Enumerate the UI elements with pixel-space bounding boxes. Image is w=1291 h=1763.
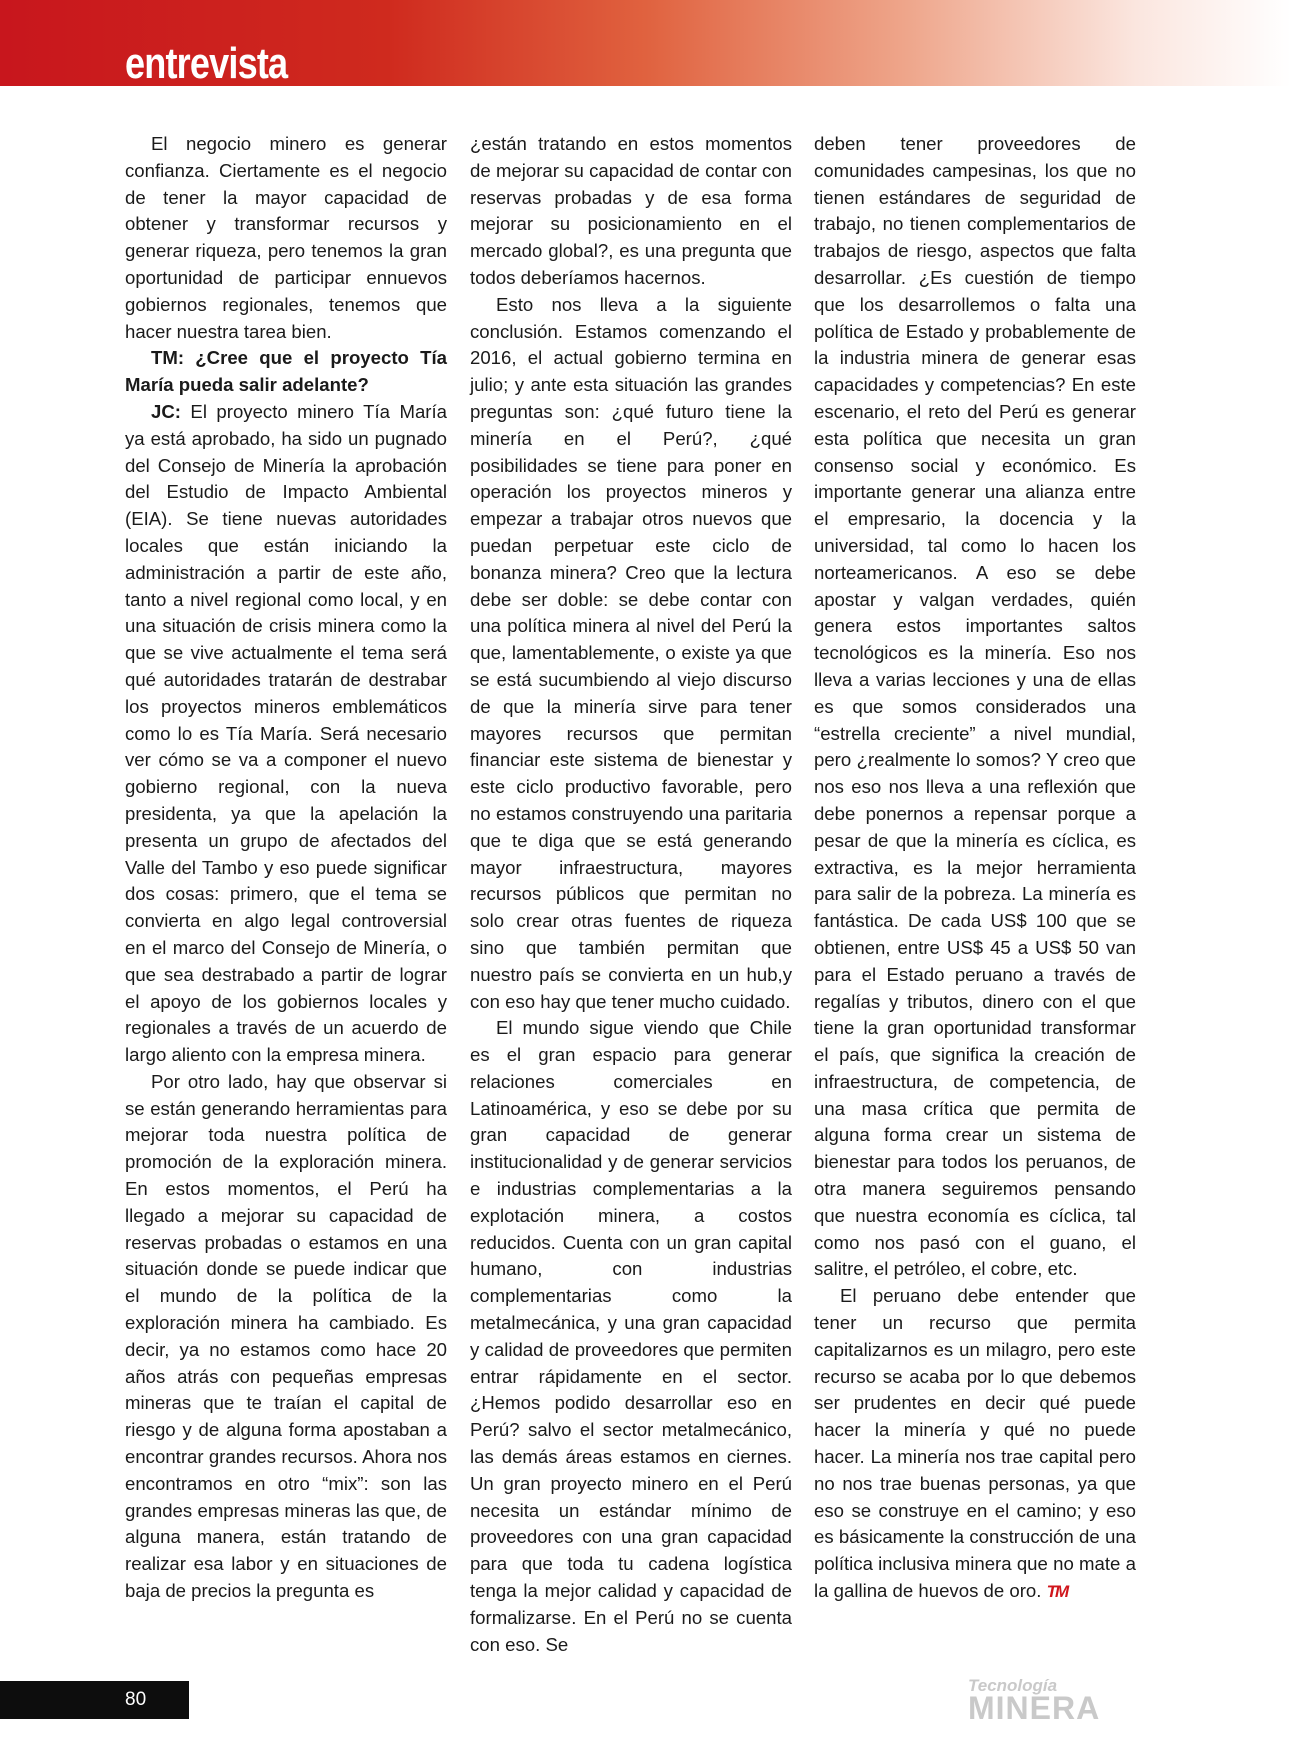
paragraph: El negocio minero es generar confianza. Ciertamente es el negocio de tener la mayor capacidad de obtener y transformar recursos y generar riqueza, pero tenemos la gran oportunidad de participar ennuevos gobiernos regionales, tenemos que hacer nuestra tarea bien. [125,133,447,342]
magazine-logo [968,1676,1138,1726]
interview-answer [125,399,447,1069]
paragraph: El mundo sigue viendo que Chile es el gran espacio para generar relaciones comerciales en Latinoamérica, y eso se debe por su gran capacidad de generar institucionalidad y de generar servicios e industrias complementarias a la explotación minera, a costos reducidos. Cuenta con un gran capital humano, con industrias complementarias como la metalmecánica, y una gran capacidad y calidad de proveedores que permiten entrar rápidamente en el sector. ¿Hemos podido desarrollar eso en Perú? salvo el sector metalmecánico, las demás áreas estamos en ciernes. Un gran proyecto minero en el Perú necesita un estándar mínimo de proveedores con una gran capacidad para que toda tu cadena logística tenga la mejor calidad y capacidad de formalizarse. En el Perú no se cuenta con eso. Se [470,1017,792,1655]
paragraph: deben tener proveedores de comunidades campesinas, los que no tienen estándares de seguridad de trabajo, no tienen complementarios de trabajos de riesgo, aspectos que falta desarrollar. ¿Es cuestión de tiempo que los desarrollemos o falta una política de Estado y probablemente de la industria minera de generar esas capacidades y competencias? En este escenario, el reto del Perú es generar esta política que necesita un gran consenso social y económico. Es importante generar una alianza entre el empresario, la docencia y la universidad, tal como lo hacen los norteamericanos. A eso se debe apostar y valgan verdades, quién genera estos importantes saltos tecnológicos es la minería. Eso nos lleva a varias lecciones y una de ellas es que somos considerados una “estrella creciente” a nivel mundial, pero ¿realmente lo somos? Y creo que nos eso nos lleva a una reflexión que debe ponernos a repensar porque a pesar de que la minería es cíclica, es extractiva, es la mejor herramienta para salir de la pobreza. La minería es fantástica. De cada US$ 100 que se obtienen, entre US$ 45 a US$ 50 van para el Estado peruano a través de regalías y tributos, dinero con el que tiene la gran oportunidad transformar el país, que significa la creación de infraestructura, de competencia, de una masa crítica que permita de alguna forma crear un sistema de bienestar para todos los peruanos, de otra manera seguiremos pensando que nuestra economía es cíclica, tal como nos pasó con el guano, el salitre, el petróleo, el cobre, etc. [814,133,1136,1280]
page-number-box [0,1681,189,1719]
text-column-1 [125,131,447,1605]
page-number: 80 [125,1689,147,1710]
section-title: entrevista [125,39,288,88]
logo-line-2: MINERA [968,1690,1101,1726]
paragraph: Esto nos lleva a la siguiente conclusión. Estamos comenzando el 2016, el actual gobierno termina en julio; y ante esta situación las grandes preguntas son: ¿qué futuro tiene la minería en el Perú?, ¿qué posibilidades se tiene para poner en operación los proyectos mineros y empezar a trabajar otros nuevos que puedan perpetuar este ciclo de bonanza minera? Creo que la lectura debe ser doble: se debe contar con una política minera al nivel del Perú la que, lamentablemente, o existe ya que se está sucumbiendo al viejo discurso de que la minería sirve para tener mayores recursos que permitan financiar este sistema de bienestar y este ciclo productivo favorable, pero no estamos construyendo una paritaria que te diga que se está generando mayor infraestructura, mayores recursos públicos que permitan no solo crear otras fuentes de riqueza sino que también permitan que nuestro país se convierta en un hub,y con eso hay que tener mucho cuidado. [470,293,792,1012]
paragraph: Por otro lado, hay que observar si se están generando herramientas para mejorar toda nuestra política de promoción de la exploración minera. En estos momentos, el Perú ha llegado a mejorar su capacidad de reservas probadas o estamos en una situación donde se puede indicar que el mundo de la política de la exploración minera ha cambiado. Es decir, ya no estamos como hace 20 años atrás con pequeñas empresas mineras que te traían el capital de riesgo y de alguna forma apostaban a encontrar grandes recursos. Ahora nos encontramos en otro “mix”: son las grandes empresas mineras las que, de alguna manera, están tratando de realizar esa labor y en situaciones de baja de precios la pregunta es [125,1070,447,1602]
answer-speaker: JC: [151,400,181,422]
paragraph: ¿están tratando en estos momentos de mejorar su capacidad de contar con reservas probadas y de esa forma mejorar su posicionamiento en el mercado global?, es una pregunta que todos deberíamos hacernos. [470,133,792,288]
tm-end-mark-icon: TM [1046,1582,1068,1602]
text-column-3 [814,131,1136,1606]
closing-text: El peruano debe entender que tener un recurso que permita capitalizarnos es un milagro, pero este recurso se acaba por lo que debemos ser prudentes en decir qué puede hacer la minería y qué no puede hacer. La minería nos trae capital pero no nos trae buenas personas, ya que eso se construye en el camino; y eso es básicamente la construcción de una política inclusiva minera que no mate a la gallina de huevos de oro. [814,1285,1136,1602]
answer-text: El proyecto minero Tía María ya está aprobado, ha sido un pugnado del Consejo de Minería la aprobación del Estudio de Impacto Ambiental (EIA). Se tiene nuevas autoridades locales que están iniciando la administración a partir de este año, tanto a nivel regional como local, y en una situación de crisis minera como la que se vive actualmente el tema será qué autoridades tratarán de destrabar los proyectos mineros emblemáticos como lo es Tía María. Será necesario ver cómo se va a componer el nuevo gobierno regional, con la nueva presidenta, ya que la apelación la presenta un grupo de afectados del Valle del Tambo y eso puede significar dos cosas: primero, que el tema se convierta en algo legal controversial en el marco del Consejo de Minería, o que sea destrabado a partir de lograr el apoyo de los gobiernos locales y regionales a través de un acuerdo de largo aliento con la empresa minera. [125,400,447,1066]
text-column-2 [470,131,792,1658]
logo-line-1: Tecnología [968,1676,1058,1695]
paragraph [814,1283,1136,1606]
interview-question: TM: ¿Cree que el proyecto Tía María pueda salir adelante? [125,347,447,396]
